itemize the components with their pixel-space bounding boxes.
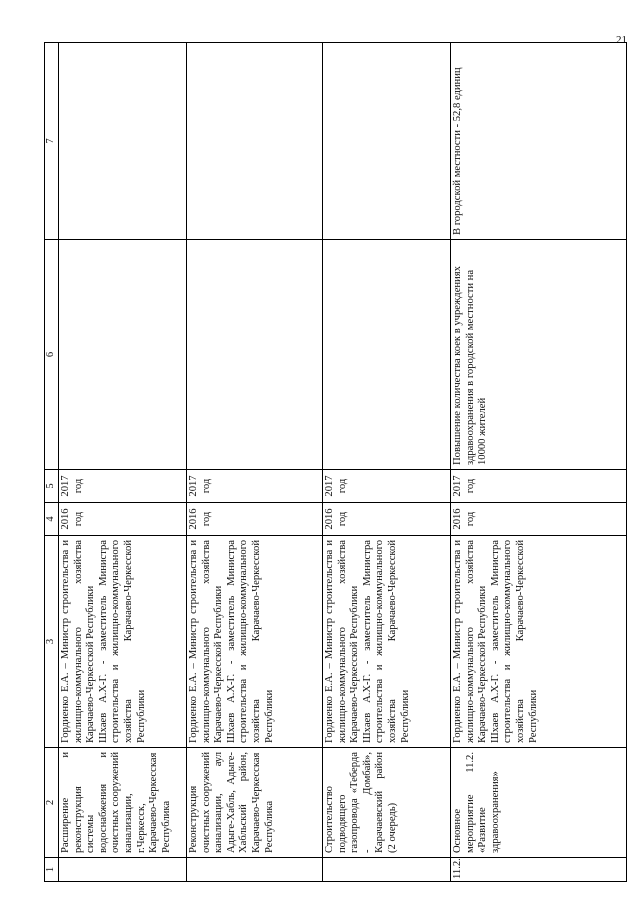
header-row — [45, 43, 59, 882]
target-indicator — [187, 43, 323, 240]
table-row — [451, 43, 627, 882]
responsible-deputy: Шхаев А.Х-Г. - заместитель Министра строительства и жилищно-коммунального хозяйства Карачаево-Черкесской Республики — [97, 540, 147, 743]
activity-name: Строительство подводящего газопровода «Теберда - Домбай», Карачаевский район (2 очередь) — [323, 748, 451, 858]
table-row — [323, 43, 451, 882]
end-year: 2017 год — [451, 470, 627, 503]
start-year: 2016 год — [187, 503, 323, 536]
responsible-persons — [451, 536, 627, 748]
row-number — [187, 858, 323, 882]
page-number: 21 — [616, 34, 627, 46]
row-number: 11.2. — [451, 858, 627, 882]
end-year: 2017 год — [187, 470, 323, 503]
table-row — [59, 43, 187, 882]
rotated-table-container — [44, 42, 626, 882]
header-col-1: 1 — [45, 858, 59, 882]
responsible-deputy: Шхаев А.Х-Г. - заместитель Министра строительства и жилищно-коммунального хозяйства Карачаево-Черкесской Республики — [489, 540, 539, 743]
activities-table — [44, 42, 627, 882]
start-year: 2016 год — [59, 503, 187, 536]
end-year: 2017 год — [59, 470, 187, 503]
responsible-minister: Гордиенко Е.А. – Министр строительства и жилищно-коммунального хозяйства Карачаево-Черкесской Республики — [60, 540, 97, 743]
header-col-2: 2 — [45, 748, 59, 858]
activity-name: Основное мероприятие 11.2. «Развитие здравоохранения» — [451, 748, 627, 858]
target-indicator — [323, 43, 451, 240]
responsible-deputy: Шхаев А.Х-Г. - заместитель Министра строительства и жилищно-коммунального хозяйства Карачаево-Черкесской Республики — [225, 540, 275, 743]
activity-name: Расширение и реконструкция системы водоснабжения и очистных сооружений канализации, г.Черкесск, Карачаево-Черкесская Республика — [59, 748, 187, 858]
expected-result: Повышение количества коек в учреждениях здравоохранения в городской местности на 10000 жителей — [451, 240, 627, 470]
responsible-minister: Гордиенко Е.А. – Министр строительства и жилищно-коммунального хозяйства Карачаево-Черкесской Республики — [452, 540, 489, 743]
expected-result — [323, 240, 451, 470]
header-col-6: 6 — [45, 240, 59, 470]
start-year: 2016 год — [323, 503, 451, 536]
row-number — [59, 858, 187, 882]
end-year: 2017 год — [323, 470, 451, 503]
target-indicator — [59, 43, 187, 240]
header-col-5: 5 — [45, 470, 59, 503]
expected-result — [59, 240, 187, 470]
responsible-minister: Гордиенко Е.А. – Министр строительства и жилищно-коммунального хозяйства Карачаево-Черкесской Республики — [324, 540, 361, 743]
activity-name: Реконструкция очистных сооружений канализации, аул Адыге-Хабль, Адыге-Хабльский район, Карачаево-Черкесская Республика — [187, 748, 323, 858]
target-indicator: В городской местности - 52,8 единиц — [451, 43, 627, 240]
table-row — [187, 43, 323, 882]
responsible-deputy: Шхаев А.Х-Г. - заместитель Министра строительства и жилищно-коммунального хозяйства Карачаево-Черкесской Республики — [361, 540, 411, 743]
header-col-4: 4 — [45, 503, 59, 536]
responsible-persons — [59, 536, 187, 748]
row-number — [323, 858, 451, 882]
start-year: 2016 год — [451, 503, 627, 536]
header-col-7: 7 — [45, 43, 59, 240]
header-col-3: 3 — [45, 536, 59, 748]
expected-result — [187, 240, 323, 470]
responsible-persons — [323, 536, 451, 748]
responsible-persons — [187, 536, 323, 748]
responsible-minister: Гордиенко Е.А. – Министр строительства и жилищно-коммунального хозяйства Карачаево-Черкесской Республики — [188, 540, 225, 743]
